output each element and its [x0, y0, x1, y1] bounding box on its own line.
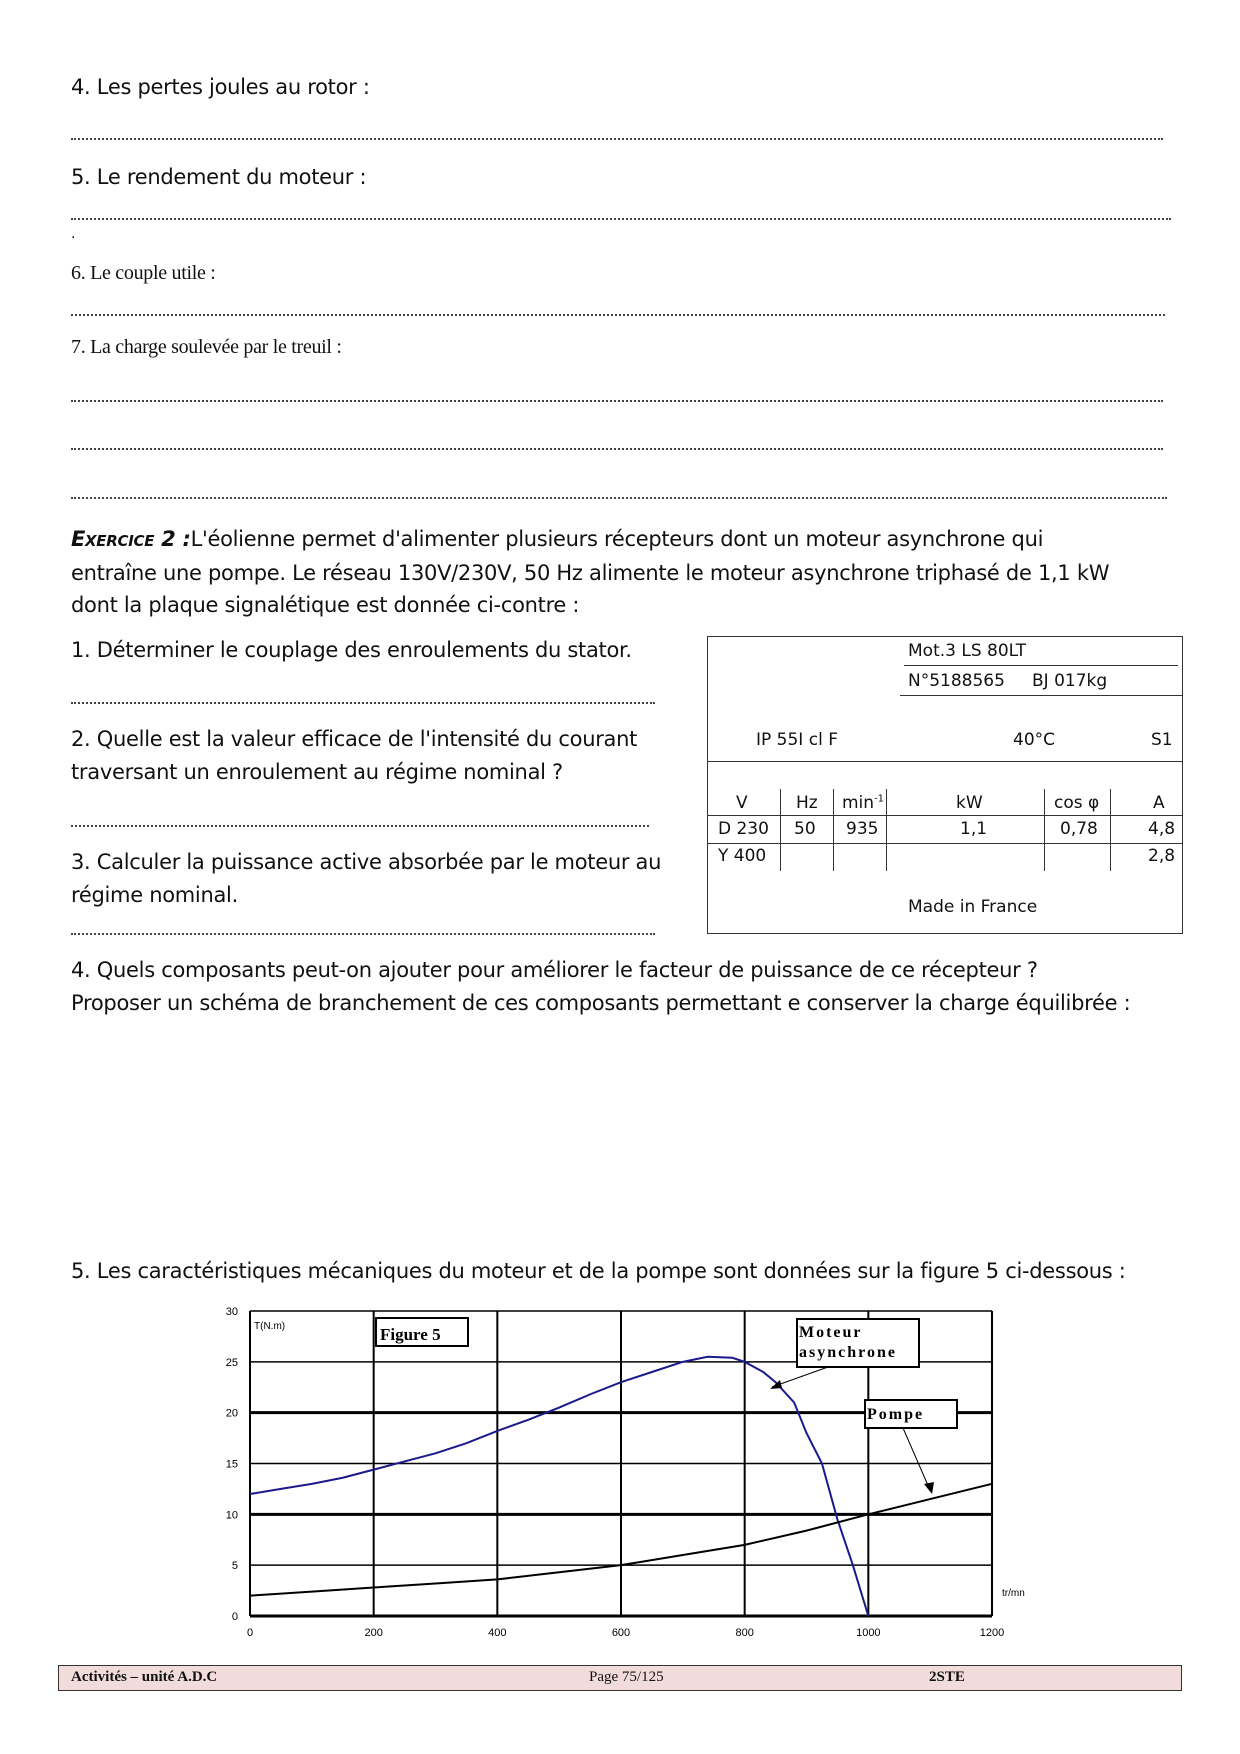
question-6-useful-torque: 6. Le couple utile : [71, 262, 216, 284]
y-tick-label: 10 [225, 1509, 238, 1522]
footer-right: 2STE [929, 1669, 965, 1685]
exercise-2-title: Exercice 2 : [71, 527, 191, 551]
question-1-coupling: 1. Déterminer le couplage des enroulements du stator. [71, 638, 632, 662]
x-tick-label: 1200 [979, 1627, 1005, 1639]
question-3-line-2: régime nominal. [71, 883, 238, 907]
x-tick-label: 200 [364, 1627, 383, 1639]
pump-label: Pompe [867, 1406, 925, 1423]
y-tick-label: 25 [225, 1356, 238, 1369]
question-4-line-2: Proposer un schéma de branchement de ces composants permettant e conserver la charge équilibrée : [71, 991, 1131, 1015]
question-7-load: 7. La charge soulevée par le treuil : [71, 336, 342, 358]
intro-line-2: entraîne une pompe. Le réseau 130V/230V, 50 Hz alimente le moteur asynchrone triphasé de 1,1 kW [71, 561, 1110, 585]
nameplate-duty: S1 [1151, 730, 1173, 750]
x-tick-label: 1000 [856, 1627, 881, 1639]
header-frequency: Hz [796, 793, 818, 813]
intro-line-3: dont la plaque signalétique est donnée ci-contre : [71, 593, 580, 617]
page-footer [58, 1665, 1182, 1691]
nameplate-serial: N°5188565 [908, 671, 1005, 691]
x-tick-label: 600 [611, 1627, 631, 1639]
question-2-line-2: traversant un enroulement au régime nominal ? [71, 760, 563, 784]
cell: 50 [794, 819, 816, 839]
cell: Y 400 [718, 846, 767, 866]
footer-left: Activités – unité A.D.C [71, 1669, 218, 1685]
question-5: 5. Les caractéristiques mécaniques du moteur et de la pompe sont données sur la figure 5 ci-dessous : [71, 1259, 1126, 1283]
cell: 1,1 [960, 819, 988, 839]
x-axis-label: tr/mn [1002, 1588, 1025, 1599]
y-axis-label: T(N.m) [254, 1321, 286, 1332]
nameplate-protection: IP 55I cl F [756, 730, 838, 750]
question-4-rotor-losses: 4. Les pertes joules au rotor : [71, 75, 370, 99]
y-tick-label: 20 [225, 1407, 238, 1420]
figure-title: Figure 5 [380, 1325, 441, 1344]
question-2-line-1: 2. Quelle est la valeur efficace de l'intensité du courant [71, 727, 638, 751]
motor-label-1: Moteur [799, 1324, 863, 1341]
header-current: A [1153, 793, 1165, 813]
question-3-line-1: 3. Calculer la puissance active absorbée par le moteur au [71, 850, 662, 874]
nameplate-origin: Made in France [908, 897, 1038, 917]
header-speed: $\min^{-1}$ [842, 793, 885, 813]
y-tick-label: 15 [225, 1458, 238, 1471]
x-tick-label: 0 [246, 1627, 254, 1639]
header-voltage: V [736, 793, 748, 813]
nameplate-model: Mot.3 LS 80LT [908, 641, 1027, 661]
y-tick-label: 5 [231, 1560, 238, 1573]
nameplate-temperature: 40°C [1013, 730, 1056, 750]
pump-arrow [903, 1428, 930, 1490]
y-tick-label: 30 [225, 1306, 238, 1318]
cell: 4,8 [1148, 819, 1176, 839]
cell: D 230 [718, 819, 769, 839]
header-cosphi: cos φ [1054, 793, 1100, 813]
x-tick-label: 800 [735, 1627, 754, 1639]
intro-line-1: L'éolienne permet d'alimenter plusieurs récepteurs dont un moteur asynchrone qui [190, 527, 1044, 551]
footer-page: Page 75/125 [589, 1669, 664, 1685]
x-tick-label: 400 [488, 1627, 507, 1639]
question-4-line-1: 4. Quels composants peut-on ajouter pour améliorer le facteur de puissance de ce récepteur ? [71, 958, 1038, 982]
y-tick-label: 0 [231, 1611, 238, 1623]
nameplate-weight: BJ 017kg [1032, 671, 1108, 691]
cell: 2,8 [1148, 846, 1176, 866]
motor-torque-curve [250, 1357, 868, 1616]
header-power: kW [956, 793, 983, 813]
cell: 0,78 [1060, 819, 1098, 839]
cell: 935 [846, 819, 879, 839]
stray-dot: . [71, 226, 76, 242]
question-5-efficiency: 5. Le rendement du moteur : [71, 165, 367, 189]
motor-label-2: asynchrone [799, 1344, 897, 1361]
